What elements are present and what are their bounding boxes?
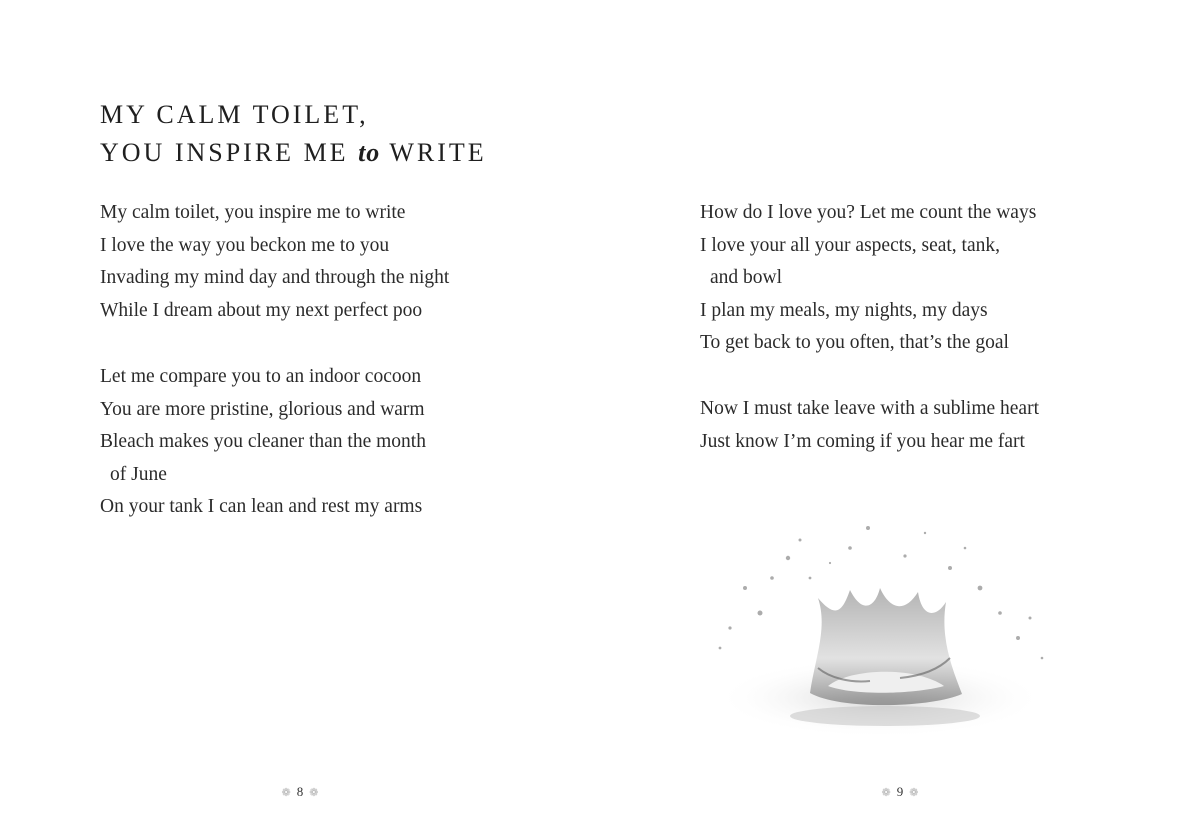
- stanza-1: [100, 197, 449, 327]
- verse-line: I plan my meals, my nights, my days: [700, 299, 988, 321]
- page-number: 8: [296, 784, 304, 799]
- verse-line-continuation: and bowl: [710, 267, 783, 288]
- stanza-3: [700, 197, 1036, 360]
- water-splash-icon: [700, 518, 1056, 758]
- verse-line: I love your all your aspects, seat, tank,: [700, 234, 1000, 256]
- page-number: 9: [896, 784, 904, 799]
- verse-line: My calm toilet, you inspire me to write: [100, 202, 406, 223]
- verse-line: Just know I’m coming if you hear me fart: [700, 430, 1025, 452]
- verse-line: While I dream about my next perfect poo: [100, 299, 423, 321]
- title-line-2-end: WRITE: [389, 138, 487, 167]
- verse-line: Now I must take leave with a sublime heart: [700, 398, 1039, 419]
- title-line-2-start: YOU INSPIRE ME: [100, 138, 349, 167]
- floral-ornament-icon: ❁: [281, 786, 291, 799]
- floral-ornament-icon: ❁: [881, 786, 891, 799]
- title-line-2: [100, 134, 487, 172]
- floral-ornament-icon: ❁: [909, 786, 919, 799]
- page-number-right: [870, 784, 930, 800]
- verse-line: You are more pristine, glorious and warm: [100, 398, 425, 420]
- verse-line: Invading my mind day and through the night: [100, 267, 450, 288]
- poem-title: [100, 96, 487, 172]
- right-page: [600, 0, 1200, 840]
- verse-line: To get back to you often, that’s the goal: [700, 332, 1009, 353]
- verse-line-continuation: of June: [110, 463, 167, 485]
- stanza-2: [100, 361, 426, 524]
- page-number-left: [270, 784, 330, 800]
- title-line-1: MY CALM TOILET,: [100, 100, 369, 129]
- verse-line: How do I love you? Let me count the ways: [700, 202, 1037, 223]
- floral-ornament-icon: ❁: [309, 786, 319, 799]
- verse-line: On your tank I can lean and rest my arms: [100, 496, 423, 517]
- verse-line: I love the way you beckon me to you: [100, 234, 390, 256]
- stanza-4: [700, 393, 1039, 458]
- verse-line: Let me compare you to an indoor cocoon: [100, 366, 422, 387]
- title-italic-to: to: [358, 138, 381, 167]
- verse-line: Bleach makes you cleaner than the month: [100, 431, 426, 452]
